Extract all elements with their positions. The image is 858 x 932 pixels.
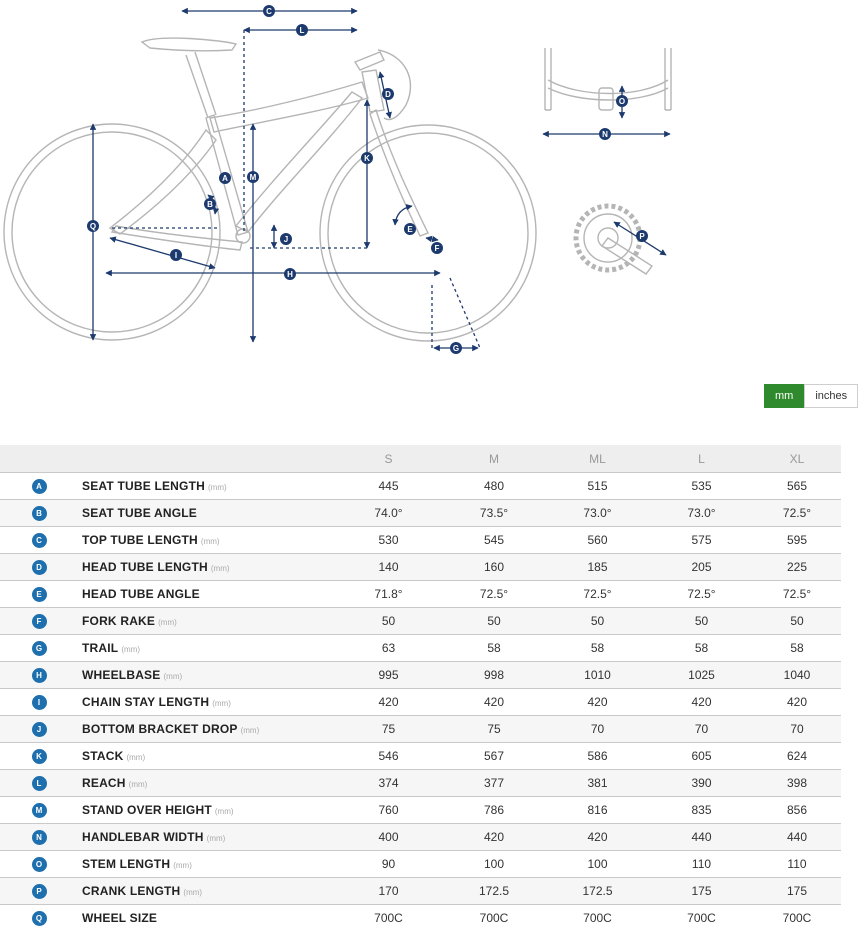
svg-text:O: O (618, 97, 626, 106)
row-letter-badge: B (32, 506, 47, 521)
value-cell: 63 (334, 635, 443, 662)
svg-text:P: P (639, 232, 645, 241)
table-row (0, 797, 841, 824)
header-blank-name (78, 445, 334, 473)
table-row (0, 770, 841, 797)
parameter-name: STEM LENGTH (82, 857, 171, 871)
svg-text:K: K (364, 154, 370, 163)
value-cell: 75 (334, 716, 443, 743)
parameter-unit: (mm) (128, 780, 148, 789)
value-cell: 225 (753, 554, 841, 581)
value-cell: 420 (650, 689, 753, 716)
row-letter-badge: P (32, 884, 47, 899)
label-q (87, 220, 99, 232)
value-cell: 420 (753, 689, 841, 716)
value-cell: 567 (443, 743, 545, 770)
value-cell: 420 (443, 689, 545, 716)
value-cell: 172.5 (545, 878, 650, 905)
value-cell: 420 (545, 824, 650, 851)
bike-geometry-diagram (0, 0, 841, 440)
parameter-unit: (mm) (212, 699, 231, 708)
value-cell: 586 (545, 743, 650, 770)
svg-text:M: M (249, 173, 257, 182)
label-i (170, 249, 182, 261)
parameter-unit: (mm) (200, 537, 220, 546)
row-name-cell (78, 716, 334, 743)
value-cell: 100 (443, 851, 545, 878)
label-n (599, 128, 611, 140)
value-cell: 70 (545, 716, 650, 743)
label-h (284, 268, 296, 280)
value-cell: 565 (753, 473, 841, 500)
svg-text:B: B (207, 200, 213, 209)
row-letter-cell (0, 824, 78, 851)
row-name-cell (78, 554, 334, 581)
parameter-name: WHEEL SIZE (82, 911, 158, 925)
label-p (636, 230, 648, 242)
row-letter-cell (0, 500, 78, 527)
value-cell: 160 (443, 554, 545, 581)
label-c (263, 5, 275, 17)
row-name-cell (78, 608, 334, 635)
value-cell: 50 (443, 608, 545, 635)
row-letter-badge: Q (32, 911, 47, 926)
value-cell: 175 (650, 878, 753, 905)
parameter-unit: (mm) (173, 861, 192, 870)
value-cell: 175 (753, 878, 841, 905)
value-cell: 374 (334, 770, 443, 797)
value-cell: 73.0° (545, 500, 650, 527)
row-letter-badge: E (32, 587, 47, 602)
svg-text:H: H (287, 270, 293, 279)
row-letter-cell (0, 581, 78, 608)
value-cell: 998 (443, 662, 545, 689)
value-cell: 760 (334, 797, 443, 824)
value-cell: 90 (334, 851, 443, 878)
row-letter-badge: A (32, 479, 47, 494)
value-cell: 856 (753, 797, 841, 824)
parameter-unit: (mm) (183, 888, 203, 897)
value-cell: 58 (545, 635, 650, 662)
row-letter-cell (0, 608, 78, 635)
row-name-cell (78, 878, 334, 905)
parameter-unit: (mm) (210, 564, 230, 573)
row-letter-badge: G (32, 641, 47, 656)
value-cell: 205 (650, 554, 753, 581)
row-letter-cell (0, 716, 78, 743)
value-cell: 50 (753, 608, 841, 635)
value-cell: 74.0° (334, 500, 443, 527)
row-letter-badge: F (32, 614, 47, 629)
value-cell: 440 (650, 824, 753, 851)
value-cell: 70 (753, 716, 841, 743)
value-cell: 72.5° (545, 581, 650, 608)
value-cell: 72.5° (753, 500, 841, 527)
value-cell: 700C (753, 905, 841, 932)
row-letter-cell (0, 689, 78, 716)
row-letter-cell (0, 878, 78, 905)
value-cell: 58 (753, 635, 841, 662)
svg-text:E: E (407, 225, 413, 234)
row-name-cell (78, 770, 334, 797)
row-letter-cell (0, 743, 78, 770)
value-cell: 786 (443, 797, 545, 824)
row-letter-cell (0, 797, 78, 824)
value-cell: 381 (545, 770, 650, 797)
label-o (616, 95, 628, 107)
value-cell: 560 (545, 527, 650, 554)
table-row (0, 581, 841, 608)
svg-text:I: I (174, 251, 178, 260)
label-a (219, 172, 231, 184)
parameter-unit: (mm) (240, 726, 260, 735)
value-cell: 546 (334, 743, 443, 770)
value-cell: 595 (753, 527, 841, 554)
row-letter-badge: N (32, 830, 47, 845)
label-f (431, 242, 443, 254)
size-header: L (650, 445, 753, 473)
table-row (0, 608, 841, 635)
parameter-name: BOTTOM BRACKET DROP (82, 722, 238, 736)
table-row (0, 473, 841, 500)
parameter-name: HEAD TUBE ANGLE (82, 587, 200, 601)
value-cell: 50 (650, 608, 753, 635)
value-cell: 185 (545, 554, 650, 581)
label-k (361, 152, 373, 164)
value-cell: 73.5° (443, 500, 545, 527)
row-letter-cell (0, 527, 78, 554)
parameter-name: REACH (82, 776, 126, 790)
row-letter-badge: M (32, 803, 47, 818)
table-row (0, 824, 841, 851)
svg-text:A: A (222, 174, 228, 183)
value-cell: 480 (443, 473, 545, 500)
value-cell: 420 (443, 824, 545, 851)
table-row (0, 851, 841, 878)
value-cell: 73.0° (650, 500, 753, 527)
label-e (404, 223, 416, 235)
value-cell: 700C (443, 905, 545, 932)
parameter-name: TOP TUBE LENGTH (82, 533, 198, 547)
value-cell: 1025 (650, 662, 753, 689)
label-m (247, 171, 259, 183)
row-letter-cell (0, 554, 78, 581)
header-blank-letter (0, 445, 78, 473)
value-cell: 110 (753, 851, 841, 878)
parameter-unit: (mm) (121, 645, 140, 654)
value-cell: 535 (650, 473, 753, 500)
table-row (0, 500, 841, 527)
parameter-name: HEAD TUBE LENGTH (82, 560, 208, 574)
value-cell: 398 (753, 770, 841, 797)
value-cell: 545 (443, 527, 545, 554)
size-header: M (443, 445, 545, 473)
unit-mm-button[interactable]: mm (764, 384, 804, 408)
value-cell: 72.5° (650, 581, 753, 608)
svg-text:F: F (434, 244, 440, 253)
parameter-name: FORK RAKE (82, 614, 156, 628)
value-cell: 420 (545, 689, 650, 716)
table-row (0, 554, 841, 581)
value-cell: 700C (650, 905, 753, 932)
row-name-cell (78, 581, 334, 608)
label-g (450, 342, 462, 354)
table-row (0, 743, 841, 770)
svg-text:J: J (283, 235, 289, 244)
row-name-cell (78, 662, 334, 689)
parameter-unit: (mm) (207, 483, 227, 492)
svg-text:L: L (299, 26, 305, 35)
row-name-cell (78, 743, 334, 770)
label-j (280, 233, 292, 245)
value-cell: 390 (650, 770, 753, 797)
parameter-unit: (mm) (126, 753, 146, 762)
size-header: S (334, 445, 443, 473)
size-header: ML (545, 445, 650, 473)
parameter-unit: (mm) (163, 672, 183, 681)
value-cell: 100 (545, 851, 650, 878)
row-letter-badge: C (32, 533, 47, 548)
value-cell: 575 (650, 527, 753, 554)
table-row (0, 878, 841, 905)
row-letter-badge: O (32, 857, 47, 872)
table-row (0, 662, 841, 689)
value-cell: 445 (334, 473, 443, 500)
size-header: XL (753, 445, 841, 473)
value-cell: 816 (545, 797, 650, 824)
table-body (0, 473, 841, 932)
handlebar-top-view (545, 48, 671, 110)
value-cell: 172.5 (443, 878, 545, 905)
bike-outline (4, 38, 536, 341)
row-letter-badge: L (32, 776, 47, 791)
table-row (0, 635, 841, 662)
row-name-cell (78, 797, 334, 824)
svg-text:G: G (452, 344, 460, 353)
row-name-cell (78, 689, 334, 716)
row-name-cell (78, 473, 334, 500)
value-cell: 58 (443, 635, 545, 662)
row-name-cell (78, 635, 334, 662)
row-letter-cell (0, 635, 78, 662)
value-cell: 440 (753, 824, 841, 851)
table-row (0, 527, 841, 554)
value-cell: 700C (334, 905, 443, 932)
parameter-name: SEAT TUBE LENGTH (82, 479, 205, 493)
row-letter-badge: D (32, 560, 47, 575)
row-name-cell (78, 905, 334, 932)
row-letter-badge: I (32, 695, 47, 710)
row-letter-cell (0, 473, 78, 500)
value-cell: 1010 (545, 662, 650, 689)
table-row (0, 689, 841, 716)
parameter-name: WHEELBASE (82, 668, 161, 682)
row-letter-badge: H (32, 668, 47, 683)
parameter-name: HANDLEBAR WIDTH (82, 830, 204, 844)
parameter-unit: (mm) (214, 807, 234, 816)
row-name-cell (78, 851, 334, 878)
value-cell: 420 (334, 689, 443, 716)
label-l (296, 24, 308, 36)
value-cell: 140 (334, 554, 443, 581)
value-cell: 624 (753, 743, 841, 770)
svg-text:C: C (266, 7, 272, 16)
parameter-name: TRAIL (82, 641, 119, 655)
parameter-name: CHAIN STAY LENGTH (82, 695, 210, 709)
parameter-name: STACK (82, 749, 124, 763)
value-cell: 70 (650, 716, 753, 743)
svg-text:D: D (385, 90, 391, 99)
value-cell: 400 (334, 824, 443, 851)
value-cell: 170 (334, 878, 443, 905)
unit-toggle (764, 384, 858, 408)
parameter-name: CRANK LENGTH (82, 884, 181, 898)
parameter-name: STAND OVER HEIGHT (82, 803, 212, 817)
row-name-cell (78, 500, 334, 527)
value-cell: 1040 (753, 662, 841, 689)
value-cell: 377 (443, 770, 545, 797)
svg-text:Q: Q (89, 222, 97, 231)
row-name-cell (78, 824, 334, 851)
value-cell: 110 (650, 851, 753, 878)
table-header-row (0, 445, 841, 473)
row-letter-cell (0, 770, 78, 797)
label-d (382, 88, 394, 100)
value-cell: 58 (650, 635, 753, 662)
value-cell: 700C (545, 905, 650, 932)
row-letter-badge: K (32, 749, 47, 764)
table-row (0, 905, 841, 932)
row-letter-badge: J (32, 722, 47, 737)
parameter-unit: (mm) (158, 618, 177, 627)
unit-inches-button[interactable]: inches (804, 384, 858, 408)
value-cell: 835 (650, 797, 753, 824)
geometry-table (0, 445, 841, 931)
parameter-unit: (mm) (206, 834, 226, 843)
row-letter-cell (0, 905, 78, 932)
value-cell: 515 (545, 473, 650, 500)
value-cell: 50 (334, 608, 443, 635)
label-b (204, 198, 216, 210)
value-cell: 605 (650, 743, 753, 770)
row-letter-cell (0, 851, 78, 878)
value-cell: 995 (334, 662, 443, 689)
svg-text:N: N (602, 130, 608, 139)
value-cell: 75 (443, 716, 545, 743)
value-cell: 72.5° (443, 581, 545, 608)
value-cell: 72.5° (753, 581, 841, 608)
value-cell: 71.8° (334, 581, 443, 608)
value-cell: 530 (334, 527, 443, 554)
table-row (0, 716, 841, 743)
value-cell: 50 (545, 608, 650, 635)
row-name-cell (78, 527, 334, 554)
parameter-name: SEAT TUBE ANGLE (82, 506, 198, 520)
row-letter-cell (0, 662, 78, 689)
